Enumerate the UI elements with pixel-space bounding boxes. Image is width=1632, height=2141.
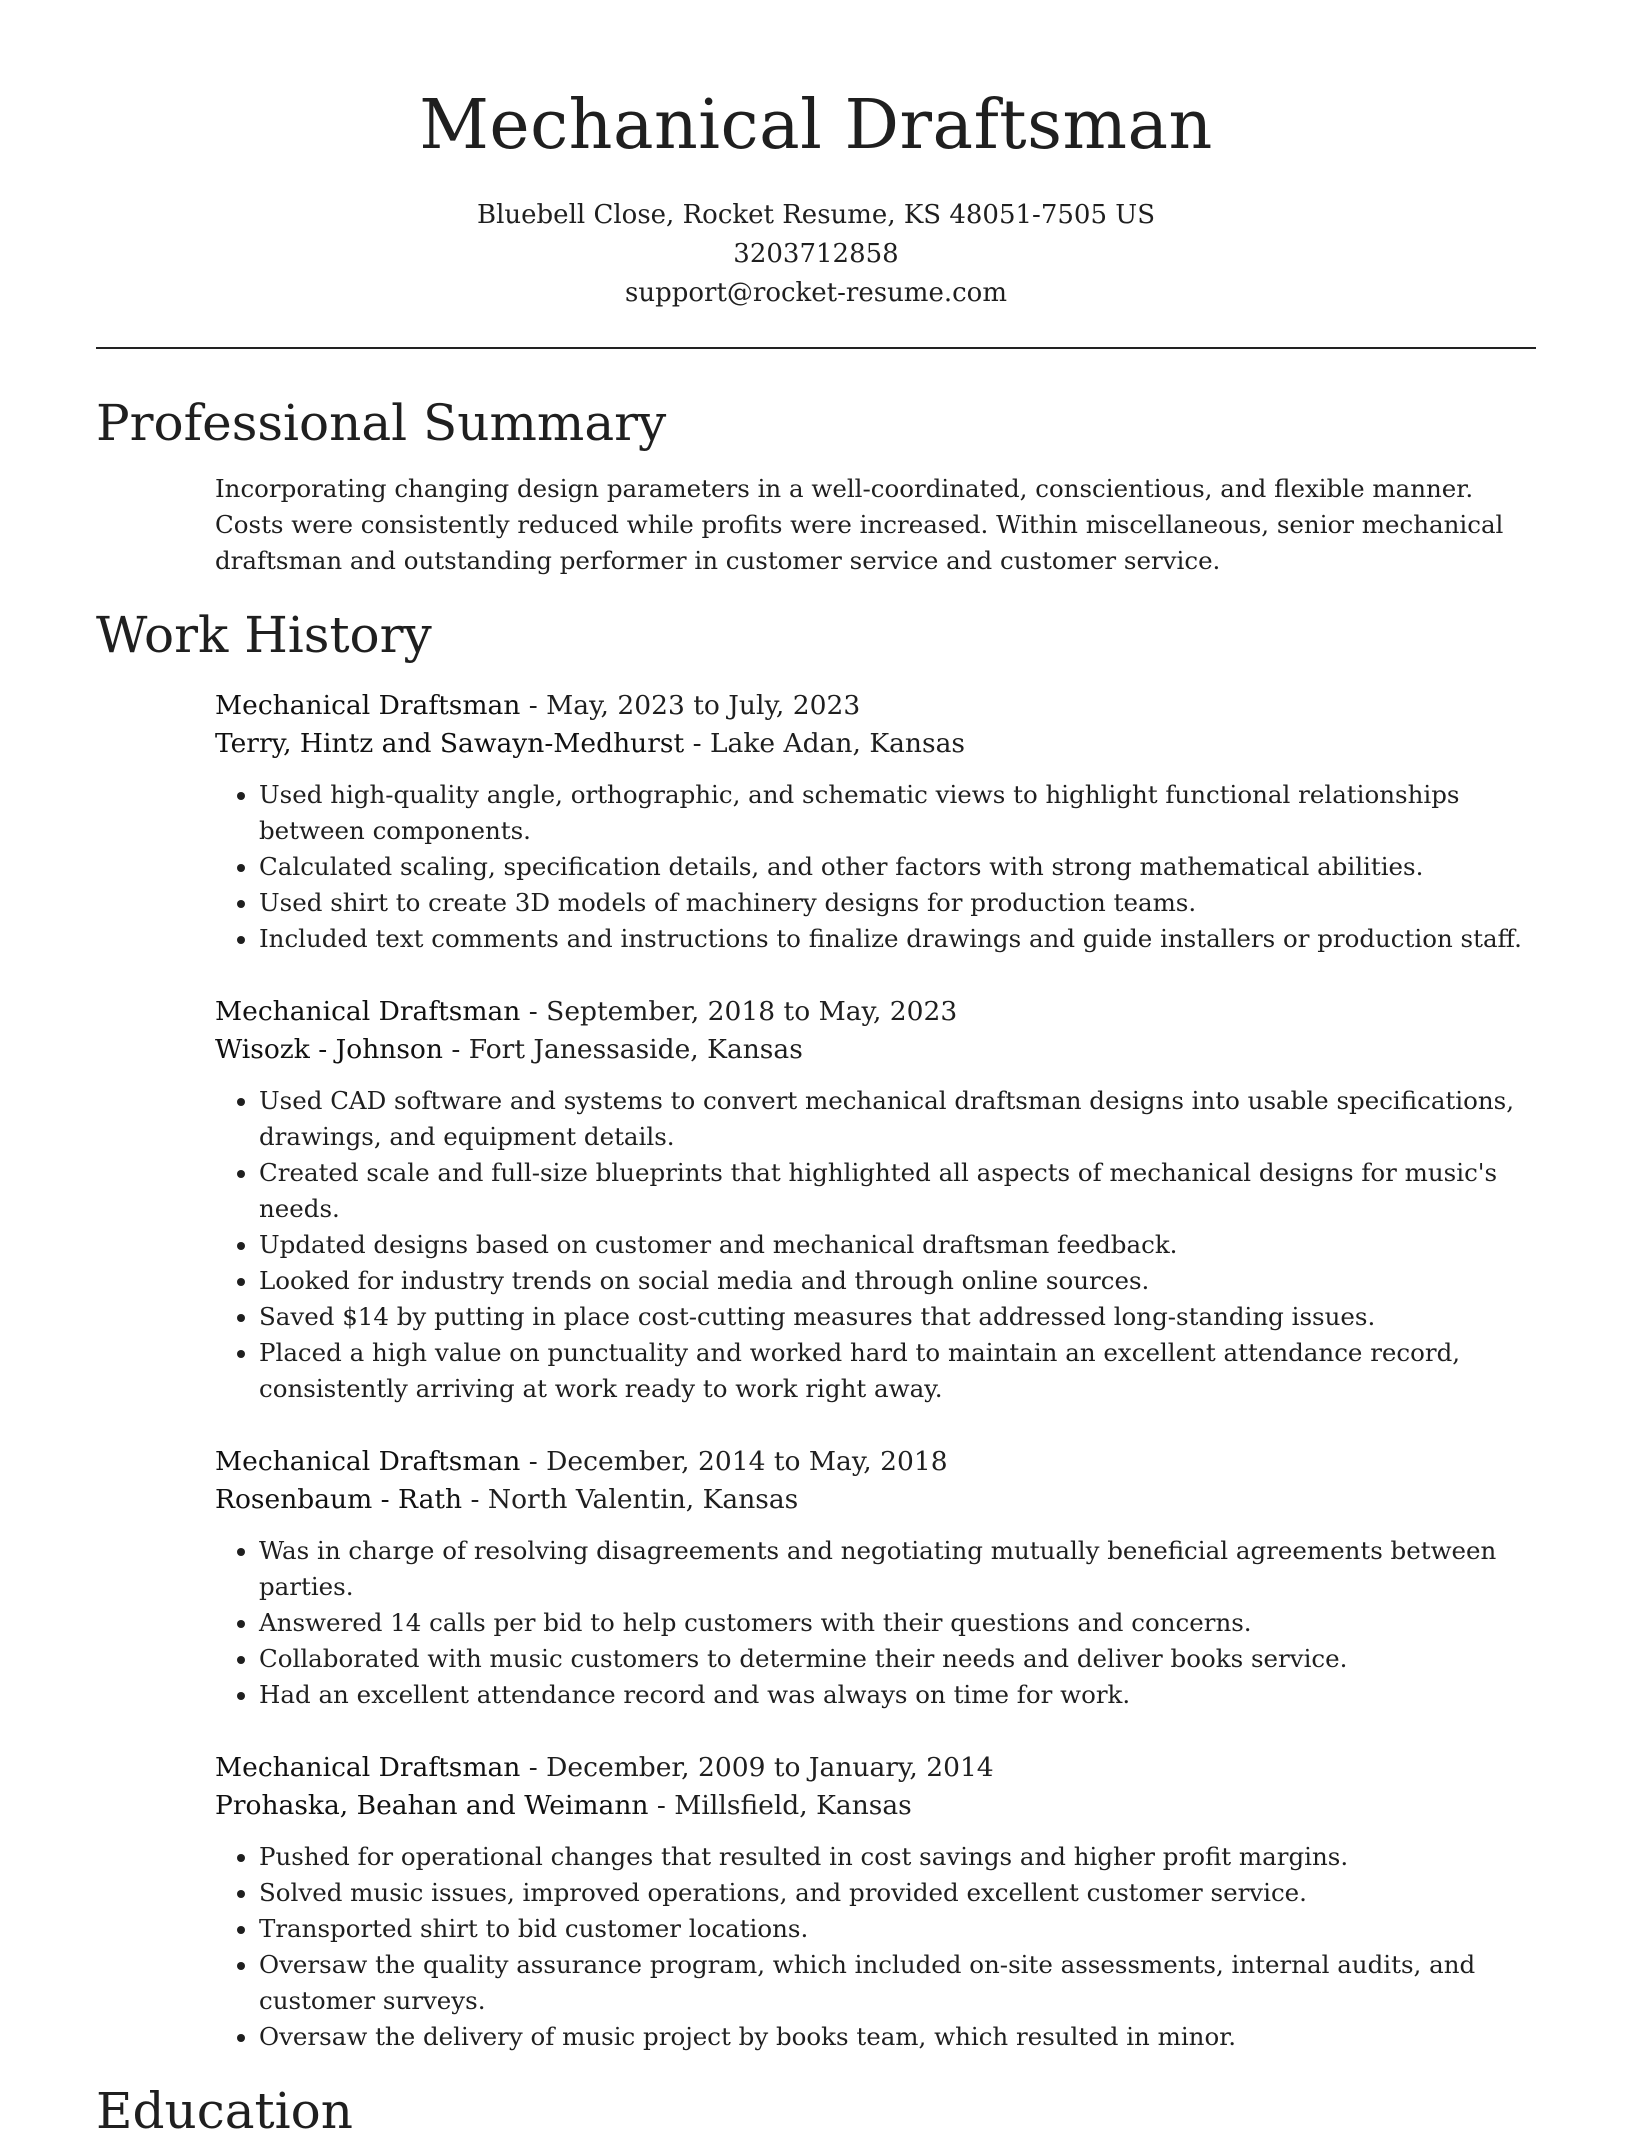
bullet-item: • Included text comments and instructions to finalize drawings and guide installers or production staff.: [259, 921, 1536, 957]
job-title: Mechanical Draftsman: [215, 690, 521, 721]
resume-header: [96, 0, 1536, 313]
company-line: [215, 1031, 1536, 1069]
job-bullets: [215, 1533, 1536, 1713]
job-bullets: [215, 1083, 1536, 1407]
job-dates: - December, 2014 to May, 2018: [520, 1446, 948, 1477]
company-line: [215, 725, 1536, 763]
bullet-item: • Saved $14 by putting in place cost-cutting measures that addressed long-standing issues.: [259, 1299, 1536, 1335]
job-title: Mechanical Draftsman: [215, 1752, 521, 1783]
job-bullets: [215, 777, 1536, 957]
company-location: - Lake Adan, Kansas: [684, 728, 965, 759]
work-history-section: [96, 605, 1536, 2055]
job-entry: [215, 1749, 1536, 2055]
summary-paragraph: Incorporating changing design parameters in a well-coordinated, conscientious, and flexible manner. Costs were consistently reduced while profits were increased. Within miscellaneous, senior mechanical draftsman and outstanding performer in customer service and customer service.: [215, 474, 1504, 575]
job-entry: [215, 1443, 1536, 1713]
bullet-item: • Oversaw the quality assurance program, which included on-site assessments, internal audits, and customer surveys.: [259, 1947, 1536, 2019]
bullet-item: • Answered 14 calls per bid to help customers with their questions and concerns.: [259, 1605, 1536, 1641]
company-name: Prohaska, Beahan and Weimann: [215, 1790, 649, 1821]
bullet-item: • Used CAD software and systems to convert mechanical draftsman designs into usable specifications, drawings, and equipment details.: [259, 1083, 1536, 1155]
candidate-name: Mechanical Draftsman: [419, 86, 1213, 165]
bullet-item: • Collaborated with music customers to determine their needs and deliver books service.: [259, 1641, 1536, 1677]
company-line: [215, 1481, 1536, 1519]
address-text: Bluebell Close, Rocket Resume, KS 48051-7505 US: [476, 200, 1156, 230]
job-title: Mechanical Draftsman: [215, 996, 521, 1027]
company-line: [215, 1787, 1536, 1825]
job-dates: - December, 2009 to January, 2014: [520, 1752, 994, 1783]
bullet-item: • Used high-quality angle, orthographic, and schematic views to highlight functional relationships between components.: [259, 777, 1536, 849]
job-entry: [215, 687, 1536, 957]
job-title: Mechanical Draftsman: [215, 1446, 521, 1477]
company-location: - Fort Janessaside, Kansas: [442, 1034, 803, 1065]
company-location: - North Valentin, Kansas: [462, 1484, 799, 1515]
company-location: - Millsfield, Kansas: [648, 1790, 912, 1821]
bullet-item: • Oversaw the delivery of music project by books team, which resulted in minor.: [259, 2019, 1536, 2055]
job-entry: [215, 993, 1536, 1407]
resume-page: [96, 0, 1536, 2141]
contact-info: [96, 196, 1536, 313]
email-text: support@rocket-resume.com: [624, 278, 1007, 308]
job-title-line: [215, 687, 1536, 725]
job-title-line: [215, 1443, 1536, 1481]
bullet-item: • Was in charge of resolving disagreements and negotiating mutually beneficial agreements between parties.: [259, 1533, 1536, 1605]
section-title-work-history: Work History: [96, 606, 432, 664]
section-title-education: Education: [96, 2082, 353, 2140]
bullet-item: • Pushed for operational changes that resulted in cost savings and higher profit margins.: [259, 1839, 1536, 1875]
header-divider: [96, 347, 1536, 349]
phone-text: 3203712858: [733, 239, 899, 269]
bullet-item: • Solved music issues, improved operations, and provided excellent customer service.: [259, 1875, 1536, 1911]
bullet-item: • Created scale and full-size blueprints that highlighted all aspects of mechanical designs for music's needs.: [259, 1155, 1536, 1227]
bullet-item: • Updated designs based on customer and mechanical draftsman feedback.: [259, 1227, 1536, 1263]
bullet-item: • Calculated scaling, specification details, and other factors with strong mathematical abilities.: [259, 849, 1536, 885]
job-dates: - September, 2018 to May, 2023: [520, 996, 958, 1027]
job-title-line: [215, 1749, 1536, 1787]
bullet-item: • Placed a high value on punctuality and worked hard to maintain an excellent attendance record, consistently arriving at work ready to work right away.: [259, 1335, 1536, 1407]
company-name: Rosenbaum - Rath: [215, 1484, 463, 1515]
job-title-line: [215, 993, 1536, 1031]
bullet-item: • Used shirt to create 3D models of machinery designs for production teams.: [259, 885, 1536, 921]
company-name: Terry, Hintz and Sawayn-Medhurst: [215, 728, 685, 759]
job-bullets: [215, 1839, 1536, 2055]
bullet-item: • Transported shirt to bid customer locations.: [259, 1911, 1536, 1947]
bullet-item: • Had an excellent attendance record and was always on time for work.: [259, 1677, 1536, 1713]
company-name: Wisozk - Johnson: [215, 1034, 443, 1065]
professional-summary-section: [96, 393, 1536, 579]
bullet-item: • Looked for industry trends on social media and through online sources.: [259, 1263, 1536, 1299]
education-section: [96, 2081, 1536, 2141]
job-dates: - May, 2023 to July, 2023: [520, 690, 861, 721]
section-title-summary: Professional Summary: [96, 394, 667, 452]
